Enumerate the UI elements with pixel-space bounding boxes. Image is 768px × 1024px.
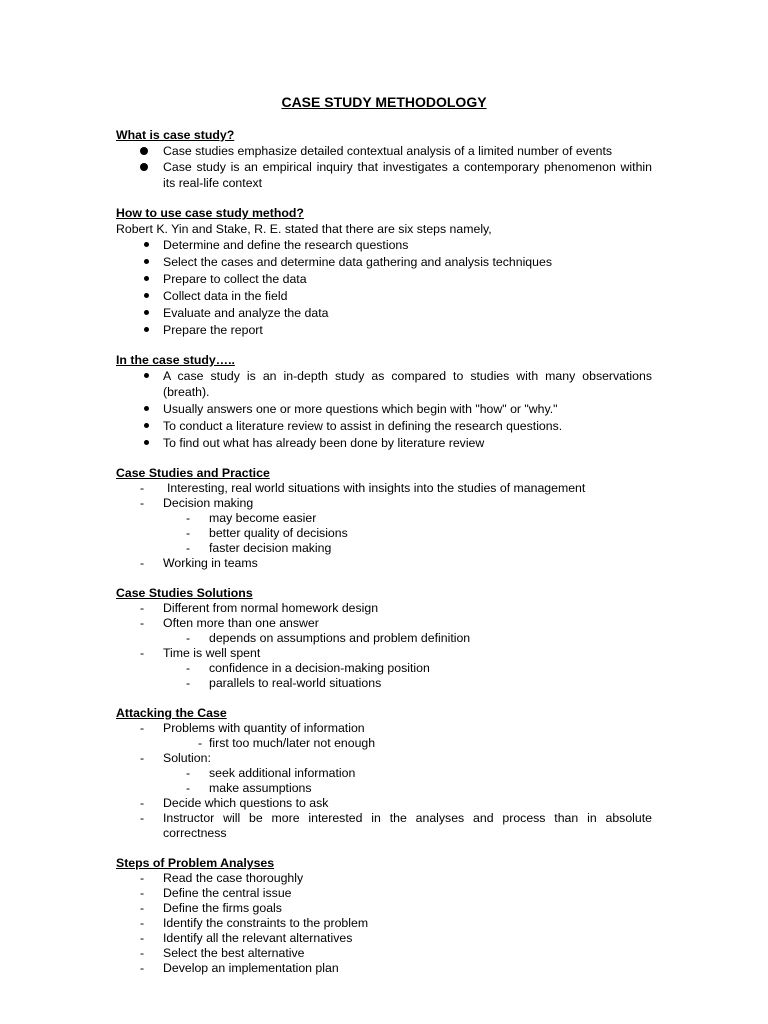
section-in-the-case-study bbox=[116, 352, 652, 451]
dash-marker: - bbox=[186, 511, 191, 525]
sub-list-item: - faster decision making bbox=[186, 541, 332, 555]
bullet-icon bbox=[144, 440, 149, 445]
dash-marker: - bbox=[186, 676, 191, 690]
list-item: - Often more than one answer bbox=[140, 616, 319, 630]
section-steps-of-problem-analyses bbox=[116, 855, 652, 976]
list-item: - Read the case thoroughly bbox=[140, 871, 304, 885]
dash-marker: - bbox=[140, 946, 145, 960]
list-item: - Problems with quantity of information bbox=[140, 721, 365, 735]
list-item: - Instructor will be more interested in the analyses and process than in absolute correctness bbox=[140, 811, 652, 840]
dash-marker: - bbox=[140, 871, 145, 885]
section-heading: Case Studies and Practice bbox=[116, 466, 270, 480]
dash-marker: - bbox=[140, 616, 145, 630]
list-item: - Develop an implementation plan bbox=[140, 961, 339, 975]
sub-list-item: - first too much/later not enough bbox=[198, 736, 376, 750]
dash-marker: - bbox=[140, 646, 145, 660]
list-item: To find out what has already been done by literature review bbox=[116, 435, 652, 451]
section-how-to-use bbox=[116, 205, 652, 338]
dash-marker: - bbox=[186, 766, 191, 780]
bullet-icon bbox=[144, 310, 149, 315]
dash-list bbox=[116, 721, 652, 841]
list-item: - Different from normal homework design bbox=[140, 601, 379, 615]
dash-marker: - bbox=[140, 751, 145, 765]
list-item: Evaluate and analyze the data bbox=[116, 305, 652, 321]
bullet-list bbox=[116, 368, 652, 451]
bullet-icon bbox=[144, 373, 149, 378]
dash-marker: - bbox=[186, 526, 191, 540]
list-item: To conduct a literature review to assist in defining the research questions. bbox=[116, 418, 652, 434]
section-case-studies-and-practice bbox=[116, 465, 652, 571]
bullet-icon bbox=[140, 147, 148, 155]
section-heading: Case Studies Solutions bbox=[116, 586, 253, 600]
list-item: Prepare the report bbox=[116, 322, 652, 338]
section-what-is-case-study bbox=[116, 127, 652, 191]
sub-list-item: - parallels to real-world situations bbox=[186, 676, 382, 690]
bullet-icon bbox=[144, 327, 149, 332]
dash-list bbox=[116, 601, 652, 691]
list-item: - Interesting, real world situations with insights into the studies of management bbox=[140, 481, 586, 495]
dash-marker: - bbox=[198, 736, 203, 750]
list-item: - Decision making bbox=[140, 496, 254, 510]
dash-marker: - bbox=[140, 916, 145, 930]
list-item: - Working in teams bbox=[140, 556, 258, 570]
section-heading: Steps of Problem Analyses bbox=[116, 856, 275, 870]
list-item: - Identify the constraints to the problem bbox=[140, 916, 369, 930]
section-attacking-the-case bbox=[116, 705, 652, 841]
bullet-icon bbox=[144, 406, 149, 411]
list-item: Collect data in the field bbox=[116, 288, 652, 304]
list-item: Determine and define the research questions bbox=[116, 237, 652, 253]
sub-list-item: - seek additional information bbox=[186, 766, 356, 780]
dash-marker: - bbox=[186, 541, 191, 555]
dash-list bbox=[116, 481, 652, 571]
dash-marker: - bbox=[140, 721, 145, 735]
bullet-list bbox=[116, 143, 652, 191]
bullet-icon bbox=[144, 293, 149, 298]
section-case-studies-solutions bbox=[116, 585, 652, 691]
dash-marker: - bbox=[140, 901, 145, 915]
list-item: Case studies emphasize detailed contextual analysis of a limited number of events bbox=[116, 143, 652, 159]
list-item: Usually answers one or more questions which begin with "how" or "why." bbox=[116, 401, 652, 417]
section-heading: What is case study? bbox=[116, 128, 235, 142]
list-item: Select the cases and determine data gathering and analysis techniques bbox=[116, 254, 652, 270]
bullet-icon bbox=[140, 163, 148, 171]
sub-list-item: - confidence in a decision-making position bbox=[186, 661, 430, 675]
list-item: Prepare to collect the data bbox=[116, 271, 652, 287]
bullet-list bbox=[116, 237, 652, 338]
dash-marker: - bbox=[140, 796, 145, 810]
list-item: - Select the best alternative bbox=[140, 946, 305, 960]
bullet-icon bbox=[144, 259, 149, 264]
sub-list-item: - may become easier bbox=[186, 511, 317, 525]
dash-marker: - bbox=[140, 931, 145, 945]
dash-marker: - bbox=[140, 481, 145, 495]
list-item: - Time is well spent bbox=[140, 646, 261, 660]
dash-marker: - bbox=[140, 886, 145, 900]
document-title: CASE STUDY METHODOLOGY bbox=[281, 94, 487, 110]
section-heading: In the case study….. bbox=[116, 353, 235, 367]
dash-marker: - bbox=[140, 601, 145, 615]
dash-marker: - bbox=[186, 661, 191, 675]
bullet-icon bbox=[144, 276, 149, 281]
list-item: A case study is an in-depth study as compared to studies with many observations (breath). bbox=[116, 368, 652, 400]
list-item: - Decide which questions to ask bbox=[140, 796, 329, 810]
list-item: - Solution: bbox=[140, 751, 211, 765]
bullet-icon bbox=[144, 423, 149, 428]
sub-list-item: - make assumptions bbox=[186, 781, 312, 795]
dash-marker: - bbox=[140, 811, 145, 825]
sub-list-item: - depends on assumptions and problem definition bbox=[186, 631, 471, 645]
dash-marker: - bbox=[186, 631, 191, 645]
dash-marker: - bbox=[140, 961, 145, 975]
dash-marker: - bbox=[186, 781, 191, 795]
bullet-icon bbox=[144, 242, 149, 247]
list-item: - Define the firms goals bbox=[140, 901, 282, 915]
list-item: - Identify all the relevant alternatives bbox=[140, 931, 353, 945]
section-intro: Robert K. Yin and Stake, R. E. stated that there are six steps namely, bbox=[116, 222, 492, 236]
document-page bbox=[116, 93, 652, 990]
list-item: - Define the central issue bbox=[140, 886, 292, 900]
dash-marker: - bbox=[140, 556, 145, 570]
list-item: Case study is an empirical inquiry that investigates a contemporary phenomenon within its real-life context bbox=[116, 159, 652, 191]
section-heading: Attacking the Case bbox=[116, 706, 227, 720]
dash-list bbox=[116, 871, 652, 976]
sub-list-item: - better quality of decisions bbox=[186, 526, 348, 540]
section-heading: How to use case study method? bbox=[116, 206, 304, 220]
dash-marker: - bbox=[140, 496, 145, 510]
